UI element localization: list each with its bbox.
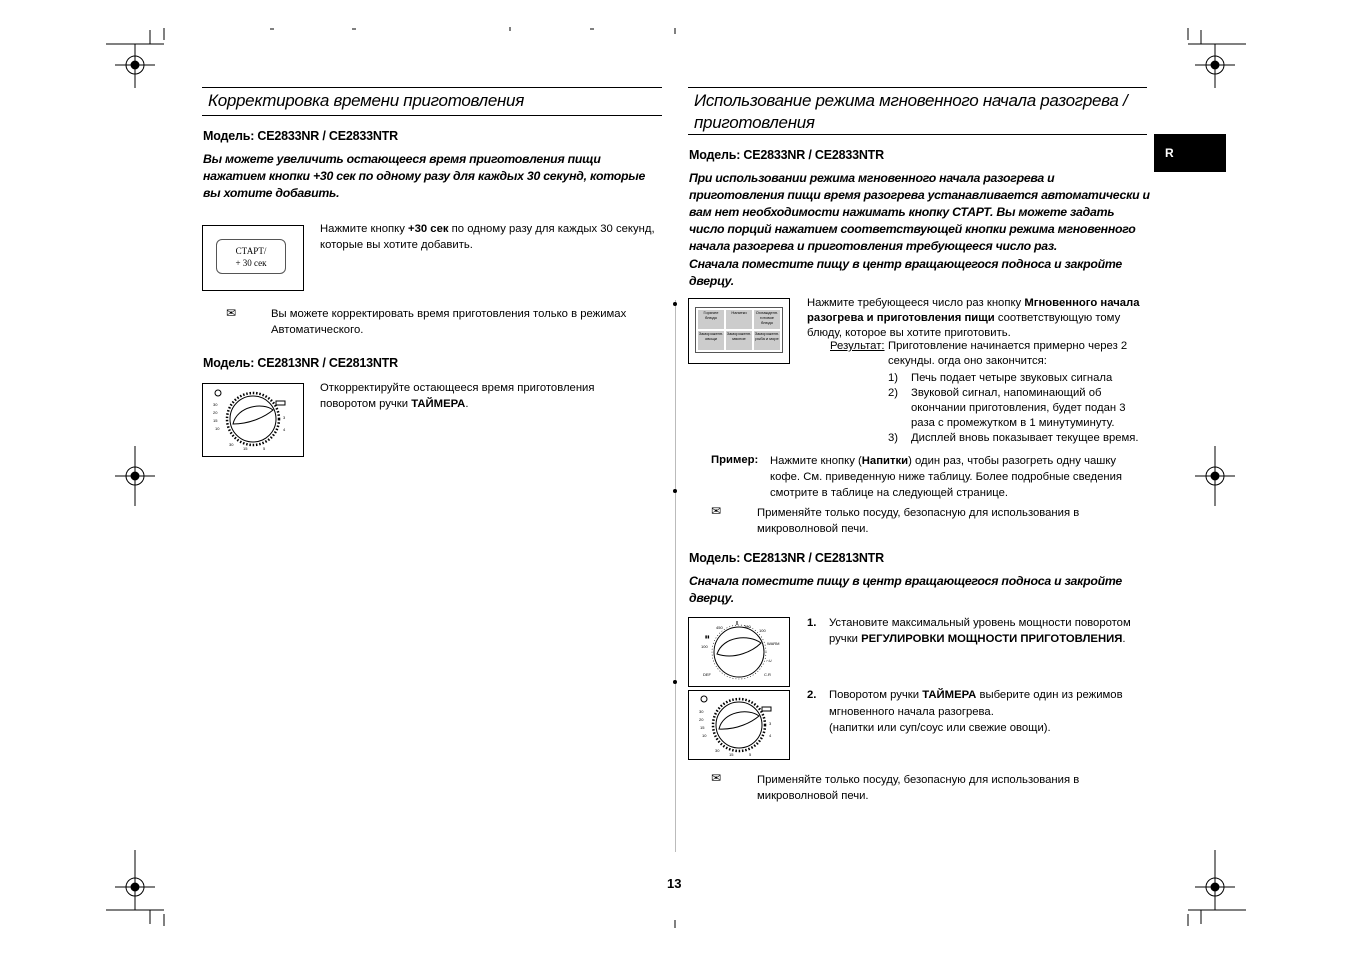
example-text [770,453,1145,501]
panel-button-hot-dish[interactable]: Горячее блюдо [698,310,724,329]
press-pre: Нажмите требующееся число раз кнопку [807,297,1025,309]
svg-text:15: 15 [213,418,218,423]
language-tab-label: R [1165,146,1174,160]
press-bold: Мгновенного начала разогрева и приготовления пищи [807,297,1140,324]
svg-text:450: 450 [716,625,723,630]
left-model-heading-2: Модель: CE2813NR / CE2813NTR [203,356,398,370]
step1-pre: Установите максимальный уровень мощности поворотом ручки [829,617,1131,645]
left-model-heading-1: Модель: CE2833NR / CE2833NTR [203,129,398,143]
svg-text:30: 30 [699,709,704,714]
result-item-num: 2) [888,387,899,399]
svg-text:10: 10 [215,426,220,431]
svg-text:3: 3 [769,721,772,726]
panel-button-chilled[interactable]: Охлажденн. готовое блюдо [754,310,780,329]
result-item [888,386,1150,431]
timer-knob-figure [202,383,304,457]
panel-button-drinks[interactable]: Напитки [726,310,752,329]
step-2-number: 2. [807,689,817,701]
timer-knob-icon [203,384,303,456]
result-item [888,431,1150,446]
svg-text:DEF: DEF [703,672,711,677]
example-bold: Напитки [861,455,909,467]
crosshair-icon [115,44,155,88]
example-post: ) один раз, чтобы разогреть одну чашку кофе. См. приведенную ниже таблицу. Более подробные сведения смотрите в таблице на следующей странице. [770,455,1123,499]
right-title-rule-bottom [688,134,1147,135]
result-item-text: Дисплей вновь показывает текущее время. [911,432,1139,444]
right-title-rule-top [688,87,1147,88]
svg-text:5: 5 [263,446,266,451]
auto-cook-panel-figure [688,298,790,364]
title-rule-top [202,87,662,88]
instr-bold: +30 сек [407,223,449,235]
svg-text:15: 15 [729,752,734,757]
example-pre: Нажмите кнопку ( [770,455,862,467]
result-item-num: 1) [888,372,899,384]
divider-dot [673,680,677,684]
svg-text:∩∪: ∩∪ [766,658,772,663]
svg-text:300: 300 [744,624,751,629]
instr-pre: Нажмите кнопку [320,223,408,235]
svg-text:30: 30 [213,402,218,407]
timer-knob-figure-2 [688,690,790,760]
step2-bold: ТАЙМЕРА [922,689,977,701]
svg-text:10: 10 [702,733,707,738]
press-post: соответствующую тому блюду, которое вы хотите приготовить. [807,312,1121,339]
svg-text:20: 20 [699,717,704,722]
column-divider [675,300,676,852]
svg-text:15: 15 [243,446,248,451]
step2-pre: Поворотом ручки [829,689,923,701]
svg-text:5: 5 [749,752,752,757]
right-intro: При использовании режима мгновенного начала разогрева и приготовления пищи время разогрева устанавливается автоматически и вам нет необходимости нажимать кнопку СТАРТ. Вы можете задать число порций нажатием соответствующей кнопки режима мгновенного начала разогрева и приготовления требующееся число раз. [689,171,1150,253]
crosshair-icon [1195,446,1235,506]
step1-post: . [1122,633,1126,645]
left-intro: Вы можете увеличить остающееся время приготовления пищи нажатием кнопки +30 сек по одному разу для каждых 30 секунд, которые вы хотите добавить. [203,152,646,200]
svg-text:30: 30 [229,442,234,447]
svg-text:100: 100 [759,628,766,633]
svg-text:30: 30 [715,748,720,753]
left-timer-instruction [320,381,640,412]
start-button-figure [202,225,304,291]
left-instruction [320,222,666,253]
envelope-icon: ✉ [711,771,722,785]
step-2 [807,687,1152,737]
step2-post: выберите один из режимов мгновенного начала разогрева. [829,689,1123,718]
result-item-num: 3) [888,432,899,444]
divider-dot [673,302,677,306]
right-intro-2: Сначала поместите пищу в центр вращающегося подноса и закройте дверцу. [689,257,1123,288]
right-model-heading-1: Модель: CE2833NR / CE2833NTR [689,148,884,162]
svg-text:3: 3 [283,415,286,420]
svg-text:C.R: C.R [764,672,771,677]
timer-bold: ТАЙМЕРА [411,397,466,410]
divider-dot [673,489,677,493]
panel-button-frozen-meat[interactable]: Замороженн. мясное [726,331,752,350]
svg-text:15: 15 [700,725,705,730]
example-label: Пример: [711,454,759,466]
timer-pre: Откорректируйте остающееся время приготовления поворотом ручки [320,382,595,410]
right-model-heading-2: Модель: CE2813NR / CE2813NTR [689,551,884,565]
envelope-icon: ✉ [711,504,722,518]
page-number: 13 [667,876,682,891]
svg-text:4: 4 [769,733,772,738]
svg-text:WARM: WARM [767,641,780,646]
svg-text:4: 4 [283,427,286,432]
language-tab [1154,134,1226,172]
right-note-2: Применяйте только посуду, безопасную для использования в микроволновой печи. [757,774,1080,802]
crosshair-icon [1195,44,1235,88]
timer-knob-icon [689,691,789,759]
result-item [888,371,1150,386]
step2-line2: (напитки или суп/соус или свежие овощи). [829,722,1051,734]
start-plus30-button[interactable] [216,239,286,274]
panel-button-frozen-fish[interactable]: Замороженн. рыба и море [754,331,780,350]
right-page-title: Использование режима мгновенного начала разогрева / приготовления [694,91,1128,132]
crosshair-icon [115,446,155,506]
right-note-1: Применяйте только посуду, безопасную для использования в микроволновой печи. [757,507,1080,535]
result-item-text: Звуковой сигнал, напоминающий об окончании приготовления, будет подан 3 раза с промежутком в 1 минутуминуту. [911,387,1126,429]
left-page-title: Корректировка времени приготовления [208,91,524,110]
timer-post: . [465,397,469,410]
step1-bold: РЕГУЛИРОВКИ МОЩНОСТИ ПРИГОТОВЛЕНИЯ [861,633,1123,645]
left-note: Вы можете корректировать время приготовления только в режимах Автоматического. [271,308,627,336]
title-rule-bottom [202,115,662,116]
power-knob-figure [688,617,790,687]
panel-button-frozen-veg[interactable]: Замороженн. овощи [698,331,724,350]
svg-text:▮▮: ▮▮ [705,634,710,639]
right-intro-3: Сначала поместите пищу в центр вращающегося подноса и закройте дверцу. [689,574,1123,605]
step-1 [807,615,1152,647]
result-item-text: Печь подает четыре звуковых сигнала [911,372,1113,384]
result-list [888,371,1150,446]
step-1-number: 1. [807,617,817,629]
envelope-icon: ✉ [226,306,237,320]
result-text: Приготовление начинается примерно через 2 секунды. огда оно закончится: [888,340,1128,367]
crosshair-icon [115,850,155,910]
power-knob-icon [689,618,789,686]
result-label: Результат: [830,340,885,352]
svg-text:20: 20 [213,410,218,415]
plus30-button-label: + 30 сек [235,258,267,268]
crosshair-icon [1195,850,1235,910]
instr-post: по одному разу для каждых 30 секунд, которые вы хотите добавить. [320,223,655,251]
svg-text:100: 100 [701,644,708,649]
right-press-instruction [807,296,1149,341]
start-button-label: СТАРТ/ [235,246,267,256]
